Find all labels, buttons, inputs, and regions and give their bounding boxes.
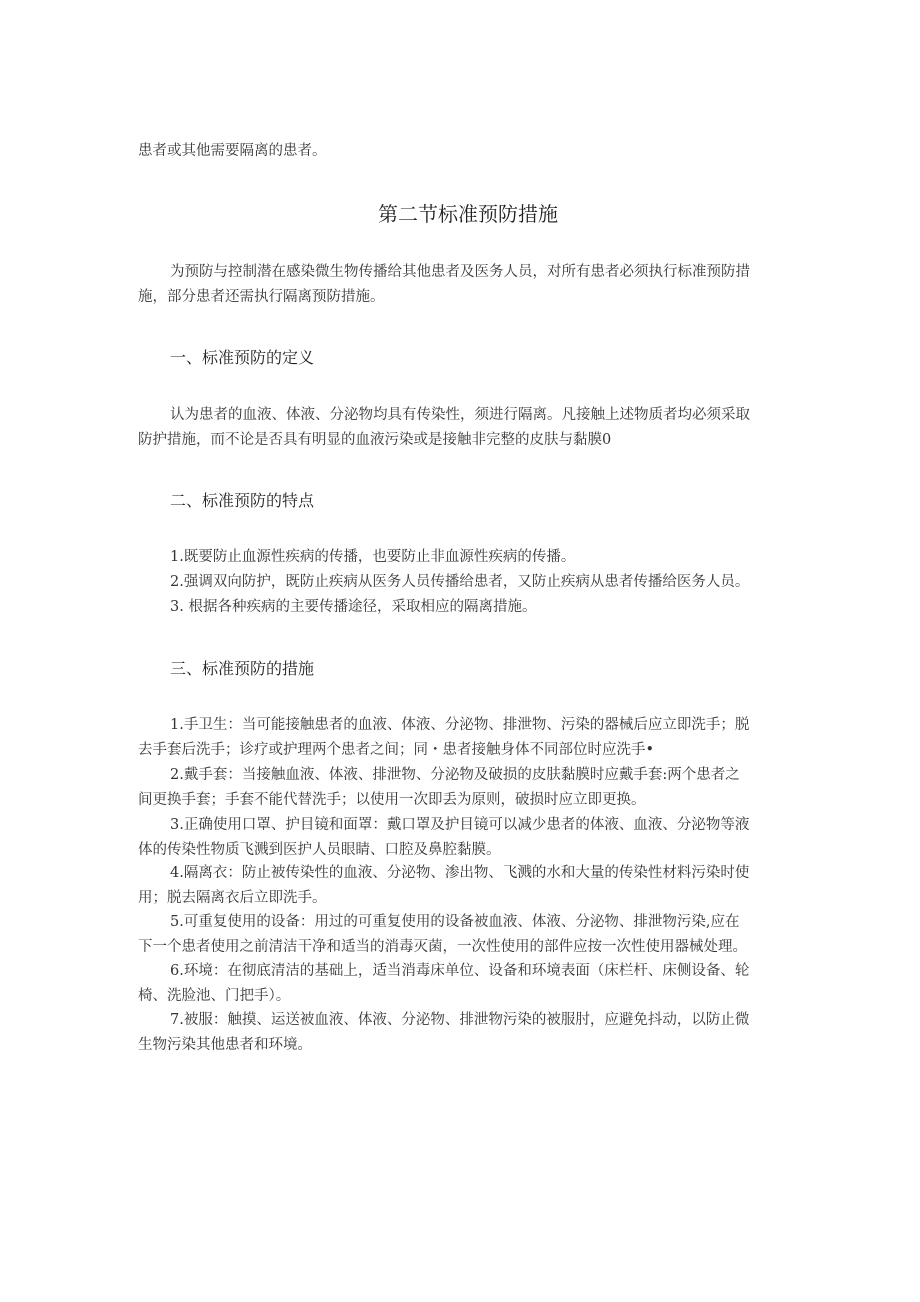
continued-paragraph-text: 患者或其他需要隔离的患者。 (138, 143, 327, 159)
heading-definition: 一、标准预防的定义 (170, 348, 315, 367)
measure-1-line-1: 1.手卫生：当可能接触患者的血液、体液、分泌物、排泄物、污染的器械后应立即洗手；脱 (170, 717, 750, 733)
intro-paragraph-line-2: 施，部分患者还需执行隔离预防措施。 (138, 289, 385, 305)
heading-features: 二、标准预防的特点 (170, 491, 315, 510)
intro-paragraph-line-1: 为预防与控制潜在感染微生物传播给其他患者及医务人员，对所有患者必须执行标准预防措 (170, 264, 750, 280)
feature-item-3: 3. 根据各种疾病的主要传播途径，采取相应的隔离措施。 (170, 599, 537, 615)
feature-item-1: 1.既要防止血源性疾病的传播，也要防止非血源性疾病的传播。 (170, 549, 576, 565)
definition-paragraph-line-2: 防护措施，而不论是否具有明显的血液污染或是接触非完整的皮肤与黏膜0 (138, 432, 612, 448)
section-title: 第二节标准预防措施 (378, 202, 558, 226)
feature-item-2: 2.强调双向防护，既防止疾病从医务人员传播给患者，又防止疾病从患者传播给医务人员。 (170, 574, 750, 590)
heading-measures: 三、标准预防的措施 (170, 659, 315, 678)
measure-2-line-2: 间更换手套；手套不能代替洗手；以使用一次即丢为原则，破损时应立即更换。 (138, 792, 646, 808)
measure-4-line-2: 用；脱去隔离衣后立即洗手。 (138, 890, 327, 906)
measure-6-line-2: 椅、洗脸池、门把手）。 (138, 988, 291, 1004)
measure-5-line-1: 5.可重复使用的设备：用过的可重复使用的设备被血液、体液、分泌物、排泄物污染,应在 (170, 914, 740, 930)
measure-2-line-1: 2.戴手套：当接触血液、体液、排泄物、分泌物及破损的皮肤黏膜时应戴手套:两个患者之 (170, 767, 740, 783)
measure-3-line-1: 3.正确使用口罩、护目镜和面罩：戴口罩及护目镜可以减少患者的体液、血液、分泌物等液 (170, 817, 750, 833)
definition-paragraph-line-1: 认为患者的血液、体液、分泌物均具有传染性，须进行隔离。凡接触上述物质者均必须采取 (170, 407, 750, 423)
measure-7-line-1: 7.被服：触摸、运送被血液、体液、分泌物、排泄物污染的被服肘，应避免抖动，以防止微 (170, 1012, 750, 1028)
measure-1-line-2: 去手套后洗手；诊疗或护理两个患者之间；同・患者接触身体不同部位时应洗手• (138, 742, 655, 758)
measure-3-line-2: 体的传染性物质飞溅到医护人员眼睛、口腔及鼻腔黏膜。 (138, 842, 501, 858)
measure-7-line-2: 生物污染其他患者和环境。 (138, 1037, 312, 1053)
measure-6-line-1: 6.环境：在彻底清洁的基础上，适当消毒床单位、设备和环境表面（床栏杆、床侧设备、轮 (170, 963, 750, 979)
measure-5-line-2: 下一个患者使用之前清洁干净和适当的消毒灭菌，一次性使用的部件应按一次性使用器械处理。 (138, 939, 747, 955)
measure-4-line-1: 4.隔离衣：防止被传染性的血液、分泌物、渗出物、飞溅的水和大量的传染性材料污染时使 (170, 865, 750, 881)
